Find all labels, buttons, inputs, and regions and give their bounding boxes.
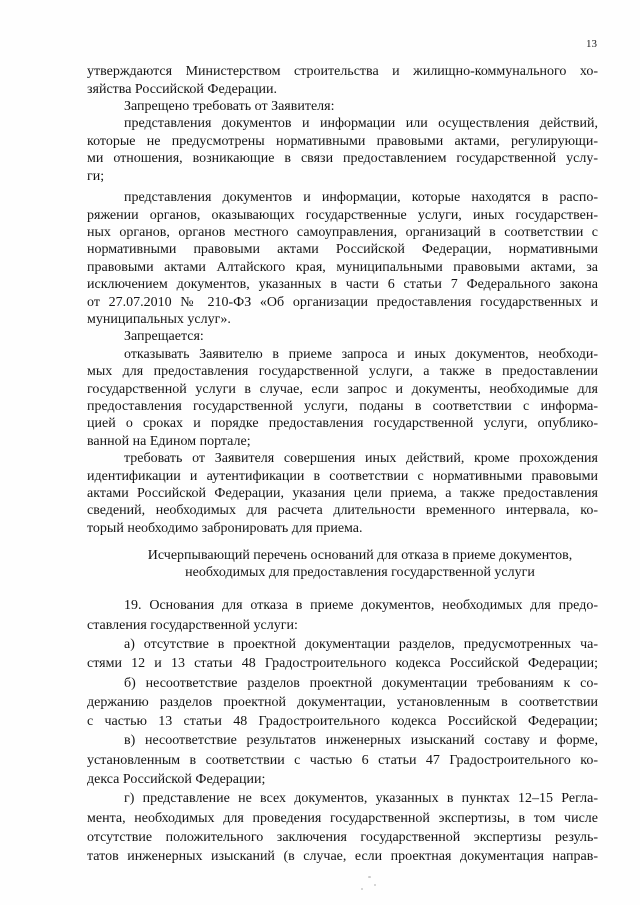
scan-speck (374, 884, 376, 886)
text-line: утверждаются Министерством строительства и жилищно-коммунального хо- (87, 64, 598, 80)
text-line: муниципальных услуг». (87, 312, 231, 328)
paragraph-group-bottom (87, 596, 598, 866)
heading-line: необходимых для предоставления государственной услуги (185, 564, 535, 580)
text-line: г) представление не всех документов, указанных в пунктах 12–15 Регла- (124, 791, 598, 807)
text-line: торый необходимо забронировать для приема. (87, 520, 363, 536)
text-line: предоставления государственной услуги, поданы в соответствии с информа- (87, 398, 598, 414)
text-line: ных органов, органов местного самоуправления, организаций в соответствии с (87, 225, 598, 241)
text-line: зяйства Российской Федерации. (87, 81, 278, 97)
text-line: декса Российской Федерации; (87, 772, 266, 788)
text-line: мых для предоставления государственной услуги, а также в предоставлении (87, 364, 598, 380)
text-line: в) несоответствие результатов инженерных изысканий составу и форме, (124, 733, 598, 749)
text-line: правовыми актами Алтайского края, муниципальными правовыми актами, за (87, 259, 598, 275)
text-line: цией о сроках и порядке предоставления государственной услуги, опублико- (87, 416, 598, 432)
text-line: татов инженерных изысканий (в случае, если проектная документация направ- (87, 849, 598, 865)
text-line: установленным в соответствии с частью 6 статьи 47 Градостроительного ко- (87, 752, 598, 768)
text-line: стями 12 и 13 статьи 48 Градостроительного кодекса Российской Федерации; (87, 656, 598, 672)
scan-speck (361, 888, 363, 890)
heading-line: Исчерпывающий перечень оснований для отказа в приеме документов, (147, 547, 573, 563)
scan-speck (368, 876, 371, 878)
text-line: представления документов и информации или осуществления действий, (124, 116, 598, 132)
text-line: идентификации и аутентификации в соответствии с нормативными правовыми (87, 468, 598, 484)
text-line: ставления государственной услуги: (87, 617, 298, 633)
text-line: ряжении органов, оказывающих государственные услуги, иных государствен- (87, 207, 598, 223)
text-line: а) отсутствие в проектной документации разделов, предусмотренных ча- (124, 636, 598, 652)
text-line: исключением документов, указанных в части 6 статьи 7 Федерального закона (87, 277, 598, 293)
text-line: 19. Основания для отказа в приеме документов, необходимых для предо- (124, 598, 598, 614)
paragraph-group-top (87, 63, 598, 185)
text-line: которые не предусмотрены нормативными правовыми актами, регулирующи- (87, 133, 598, 149)
text-line: Запрещено требовать от Заявителя: (124, 99, 335, 115)
section-heading (124, 547, 596, 581)
text-line: требовать от Заявителя совершения иных действий, кроме прохождения (124, 451, 598, 467)
text-line: держанию разделов проектной документации, установленным в соответствии (87, 694, 598, 710)
text-line: государственной услуги в случае, если запрос и документы, необходимые для (87, 381, 598, 397)
text-line: ми отношения, возникающие в связи предоставлением государственной услу- (87, 151, 598, 167)
text-line: сведений, необходимых для расчета длительности временного интервала, ко- (87, 503, 598, 519)
text-line: ванной на Едином портале; (87, 433, 251, 449)
text-line: отказывать Заявителю в приеме запроса и иных документов, необходи- (124, 346, 598, 362)
text-line: нормативными правовыми актами Российской Федерации, нормативными (87, 242, 598, 258)
text-line: представления документов и информации, которые находятся в распо- (124, 190, 598, 206)
text-line: б) несоответствие разделов проектной документации требованиям к со- (124, 675, 598, 691)
page-number: 13 (586, 38, 597, 50)
text-line: Запрещается: (124, 329, 204, 345)
text-line: актами Российской Федерации, указания цели приема, а также предоставления (87, 485, 598, 501)
text-line: мента, необходимых для проведения государственной экспертизы, в том числе (87, 810, 598, 826)
text-line: отсутствие положительного заключения государственной экспертизы резуль- (87, 829, 598, 845)
text-line: с частью 13 статьи 48 Градостроительного кодекса Российской Федерации; (87, 714, 598, 730)
text-line: от 27.07.2010 № 210-ФЗ «Об организации предоставления государственных и (87, 294, 598, 310)
text-line: ги; (87, 168, 105, 184)
paragraph-group-middle (87, 189, 598, 537)
